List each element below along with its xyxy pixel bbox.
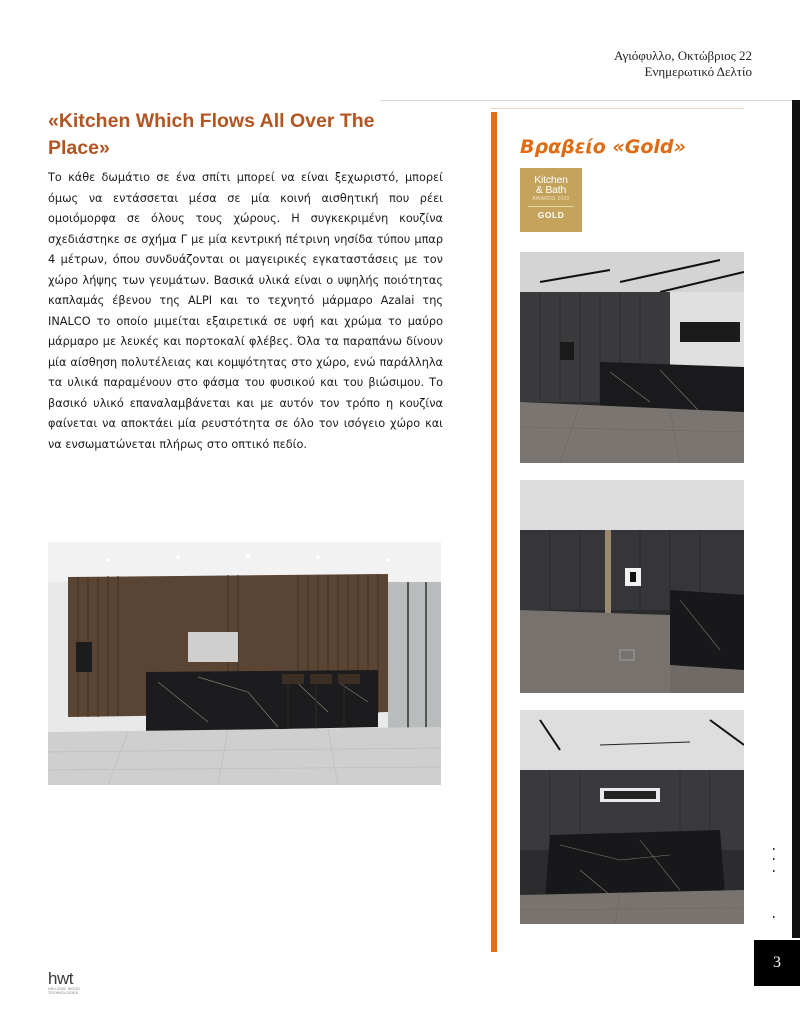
sidebar-accent-bar — [491, 112, 497, 952]
award-badge-line-gold: GOLD — [537, 210, 565, 220]
kitchen-render-image — [48, 542, 441, 785]
article-title: «Kitchen Which Flows All Over The Place» — [48, 110, 375, 159]
sidebar-top-divider — [491, 108, 744, 109]
page-header — [614, 48, 752, 80]
page-edge-marks — [771, 846, 777, 926]
page-number: 3 — [754, 940, 800, 986]
award-title: Βραβείο «Gold» — [520, 136, 686, 158]
header-newsletter-label: Ενημερωτικό Δελτίο — [644, 64, 752, 79]
kitchen-photo-2 — [520, 480, 744, 693]
award-badge-line-kitchen: Kitchen — [534, 174, 568, 186]
kitchen-photo-3 — [520, 710, 744, 924]
header-date: Αγιόφυλλο, Οκτώβριος 22 — [614, 48, 752, 63]
award-badge-line-year: AWARDS 2022 — [532, 196, 570, 202]
header-divider — [380, 100, 800, 101]
award-badge-divider — [528, 206, 574, 207]
article-body: Το κάθε δωμάτιο σε ένα σπίτι μπορεί να είναι ξεχωριστό, μπορεί όμως να εντάσσεται μέσα σε μία κοινή αισθητική που ρέει ομοιόμορφα σε όλους τους χώρους. Η συγκεκριμένη κουζίνα σχεδιάστηκε σε σχήμα Γ με μία κεντρική πέτρινη νησίδα τύπου μπαρ 4 μέτρων, όπου συνδυάζονται οι μαγειρικές εγκαταστάσεις με τον χώρο λήψης των γευμάτων. Βασικά υλικά είναι ο υψηλής ποιότητας καπλαμάς έβενου της ALPI και το τεχνητό μάρμαρο Azalai της INALCO το οποίο μιμείται εξαιρετικά σε υφή και χρώμα το μαύρο μάρμαρο με λευκές και πορτοκαλί φλέβες. Όλα τα παραπάνω δίνουν μία αίσθηση πολυτέλειας και κομψότητας στο χώρο, ενώ παράλληλα τα υλικά παραμένουν στο φάσμα του φυσικού και του βιώσιμου. Το βασικό υλικό επαναλαμβάνεται και με αυτόν τον τρόπο η κουζίνα φαίνεται να αποκτάει μία ρευστότητα σε όλο τον ισόγειο χώρο και να ενσωματώνεται πλήρως στο οπτικό πεδίο. — [48, 171, 443, 451]
kitchen-photo-1 — [520, 252, 744, 463]
hwt-logo-subtitle: HELLENIC WOOD TECHNOLOGIES — [48, 987, 80, 995]
hwt-logo — [48, 969, 108, 995]
award-badge-line-bath: & Bath — [535, 184, 567, 196]
page-edge-bar — [792, 100, 800, 938]
hwt-logo-text: hwt — [48, 969, 73, 988]
award-badge-logo — [520, 168, 582, 232]
